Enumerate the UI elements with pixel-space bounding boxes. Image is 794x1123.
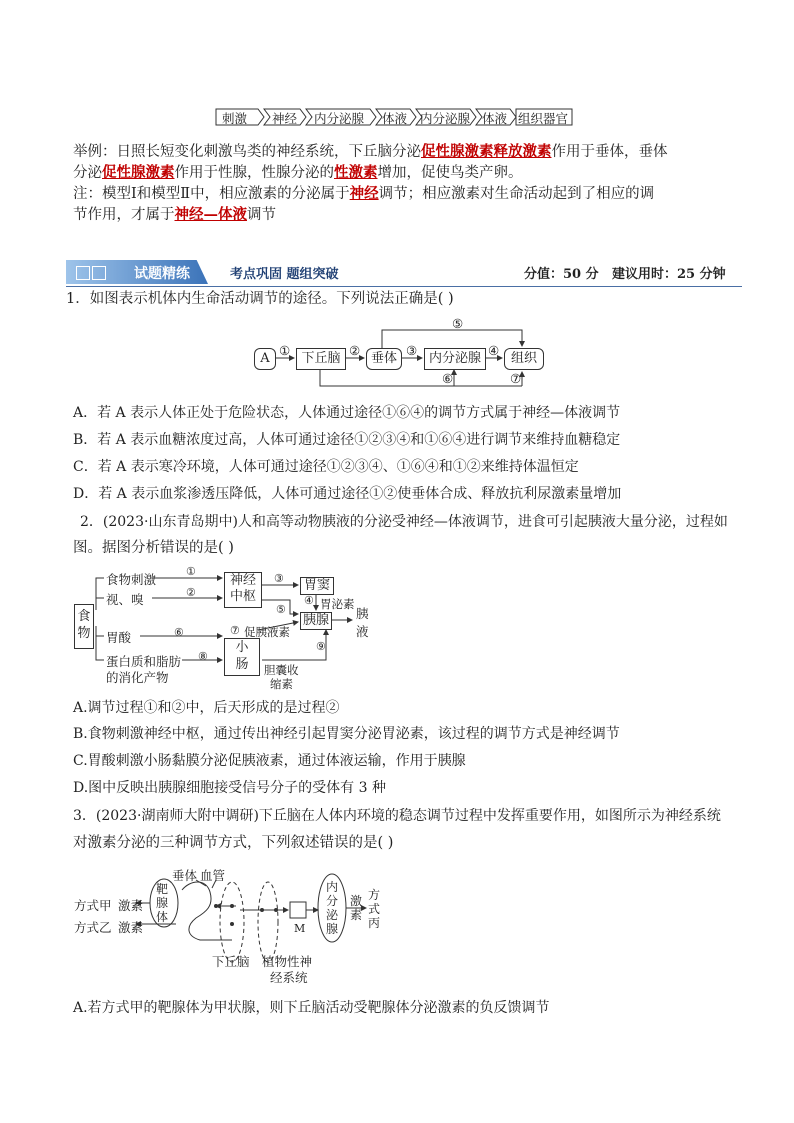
pancreas-node: 胰腺 (300, 612, 332, 630)
time-label: 建议用时：25 分钟 (612, 267, 726, 282)
chain-step: 体液 (482, 111, 508, 126)
node-pituitary: 垂体 (366, 348, 402, 370)
q3-stem-2: 对激素分泌的三种调节方式，下列叙述错误的是( ) (73, 835, 394, 851)
q2-option-c: C.胃酸刺激小肠黏膜分泌促胰液素，通过体液运输，作用于胰腺 (73, 753, 466, 769)
cck-label-2: 缩素 (270, 677, 293, 691)
path-mark: ⑤ (452, 316, 464, 331)
q2-stem-2: 图。据图分析错误的是( ) (73, 540, 234, 556)
node-tissue: 组织 (504, 348, 544, 370)
note-line-2: 节作用，才属于神经—体液调节 (73, 206, 276, 223)
path-mark: ② (186, 586, 196, 599)
stomach-node: 胃窦 (300, 577, 334, 595)
q2-option-d: D.图中反映出胰腺细胞接受信号分子的受体有 3 种 (73, 780, 386, 796)
q1-stem: 1．如图表示机体内生命活动调节的途径。下列说法正确是( ) (66, 291, 454, 307)
q1-option-a: A．若 A 表示人体正处于危险状态，人体通过途径①⑥④的调节方式属于神经—体液调节 (73, 405, 621, 421)
path-mark: ③ (274, 572, 284, 585)
path-mark: ⑥ (442, 371, 454, 386)
q3-stem-1: 3．(2023·湖南师大附中调研)下丘脑在人体内环境的稳态调节过程中发挥重要作用，如图所示为神经系统 (73, 808, 721, 824)
digest-products-label: 的消化产物 (106, 670, 169, 685)
nerve-center-node: 神经 中枢 (224, 572, 262, 608)
path-mark: ④ (488, 343, 500, 358)
path-mark: ⑧ (198, 650, 208, 663)
ans-label-2: 经系统 (270, 970, 308, 985)
note-line-1: 注：模型Ⅰ和模型Ⅱ中，相应激素的分泌属于神经调节；相应激素对生命活动起到了相应的调 (73, 185, 655, 202)
path-mark: ⑥ (174, 626, 184, 639)
vessel-label: 血管 (200, 868, 226, 883)
mode-b-label: 方式乙 (74, 920, 112, 935)
hormone-label: 激素 (118, 920, 144, 935)
ans-label-1: 植物性神 (262, 954, 313, 969)
pituitary-label: 垂体 (172, 868, 198, 883)
chain-step: 内分泌腺 (314, 111, 365, 126)
mode-a-label: 方式甲 (74, 898, 112, 913)
mode-c-label: 方式丙 (368, 888, 381, 930)
hormone-label: 激素 (118, 898, 144, 913)
food-node: 食物 (74, 604, 94, 649)
hypothalamus-label: 下丘脑 (212, 954, 250, 969)
path-mark: ③ (406, 343, 418, 358)
path-mark: ① (279, 343, 291, 358)
food-stimulus-label: 食物刺激 (106, 572, 157, 587)
endocrine-label: 内分泌腺 (326, 880, 339, 936)
q1-option-d: D．若 A 表示血浆渗透压降低，人体可通过途径①②使垂体合成、释放抗利尿激素量增加 (73, 486, 622, 502)
path-mark: ⑨ (316, 640, 326, 653)
q2-stem-1: 2．(2023·山东青岛期中)人和高等动物胰液的分泌受神经—体液调节，进食可引起胰液大量分泌，过程如 (80, 514, 728, 530)
gastrin-label: 胃泌素 (320, 597, 355, 611)
juice-label-2: 液 (356, 624, 369, 639)
q2-option-b: B.食物刺激神经中枢，通过传出神经引起胃窦分泌胃泌素，该过程的调节方式是神经调节 (73, 726, 620, 742)
q1-option-b: B．若 A 表示血糖浓度过高，人体可通过途径①②③④和①⑥④进行调节来维持血糖稳定 (73, 432, 621, 448)
path-mark: ⑦ (230, 624, 240, 637)
protein-fat-label: 蛋白质和脂肪 (106, 654, 182, 669)
score-label: 分值：50 分 (524, 267, 599, 282)
path-mark: ② (349, 343, 361, 358)
path-mark: ① (186, 565, 196, 578)
example-line-2: 分泌促性腺激素作用于性腺，性腺分泌的性激素增加，促使鸟类产卵。 (73, 164, 523, 181)
hormone-c-label: 激素 (350, 894, 363, 922)
juice-label-1: 胰 (356, 606, 369, 621)
chain-step: 体液 (382, 111, 408, 126)
intestine-node: 小 肠 (224, 638, 260, 676)
gastric-acid-label: 胃酸 (106, 630, 132, 645)
path-mark: ⑦ (510, 371, 522, 386)
q3-option-a: A.若方式甲的靶腺体为甲状腺，则下丘脑活动受靶腺体分泌激素的负反馈调节 (73, 1000, 550, 1016)
node-a: A (254, 348, 276, 370)
section-subtitle: 考点巩固 题组突破 (230, 267, 339, 282)
path-mark: ⑤ (276, 603, 286, 616)
node-endocrine: 内分泌腺 (424, 348, 486, 370)
example-line-1: 举例：日照长短变化刺激鸟类的神经系统，下丘脑分泌促性腺激素释放激素作用于垂体，垂体 (73, 143, 668, 160)
q1-option-c: C．若 A 表示寒冷环境，人体可通过途径①②③④、①⑥④和①②来维持体温恒定 (73, 459, 579, 475)
chain-step: 刺激 (222, 111, 248, 126)
target-gland-label: 靶腺体 (156, 882, 169, 924)
m-label: M (294, 922, 306, 935)
path-mark: ④ (304, 594, 314, 607)
node-hypothalamus: 下丘脑 (296, 348, 346, 370)
secretin-label: 促胰液素 (244, 625, 290, 639)
sight-smell-label: 视、嗅 (106, 592, 144, 607)
chain-step: 内分泌腺 (420, 111, 471, 126)
chain-step: 神经 (272, 111, 298, 126)
cck-label-1: 胆囊收 (264, 663, 299, 677)
chain-step: 组织器官 (518, 111, 569, 126)
q2-option-a: A.调节过程①和②中，后天形成的是过程② (73, 700, 340, 716)
section-tag: 试题精练 (134, 266, 190, 282)
